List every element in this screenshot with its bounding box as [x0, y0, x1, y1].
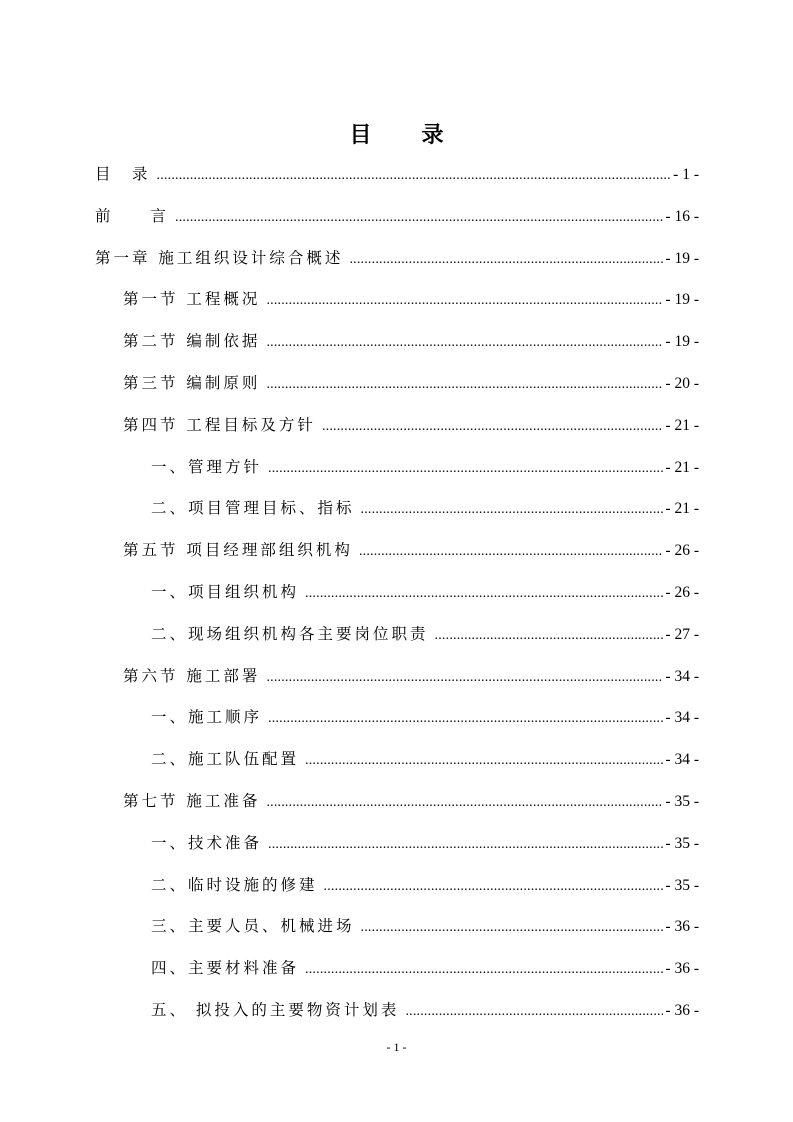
toc-entry[interactable] [95, 998, 699, 1040]
toc-leader-dots [268, 711, 663, 727]
toc-entry[interactable] [95, 287, 699, 329]
toc-entry-page: - 21 - [665, 458, 699, 476]
toc-entry-page: - 34 - [665, 709, 699, 727]
toc-entry-page: - 21 - [665, 416, 699, 434]
toc-entry-page: - 19 - [665, 291, 699, 309]
toc-entry-page: - 21 - [665, 500, 699, 518]
toc-entry-page: - 35 - [665, 792, 699, 810]
toc-entry-label: 一、项目组织机构 [151, 582, 300, 601]
toc-entry[interactable] [95, 580, 699, 622]
toc-leader-dots [361, 502, 664, 518]
toc-entry[interactable] [95, 956, 699, 998]
toc-entry[interactable] [95, 831, 699, 873]
toc-leader-dots [266, 335, 663, 351]
toc-leader-dots [268, 837, 663, 853]
toc-entry[interactable] [95, 371, 699, 413]
toc-entry-label: 二、现场组织机构各主要岗位职责 [151, 624, 429, 643]
toc-entry-label: 二、施工队伍配置 [151, 750, 300, 769]
toc-entry[interactable] [95, 747, 699, 789]
table-of-contents [95, 162, 699, 1040]
toc-entry-page: - 26 - [665, 583, 699, 601]
toc-entry[interactable] [95, 789, 699, 831]
toc-entry[interactable] [95, 664, 699, 706]
toc-leader-dots [361, 920, 664, 936]
toc-entry[interactable] [95, 622, 699, 664]
toc-entry-page: - 35 - [665, 834, 699, 852]
toc-entry-page: - 35 - [665, 876, 699, 894]
toc-entry-label: 四、主要材料准备 [151, 959, 300, 978]
toc-leader-dots [266, 377, 663, 393]
toc-entry-page: - 16 - [665, 207, 699, 225]
toc-entry-label: 二、临时设施的修建 [151, 875, 318, 894]
page-title: 目 录 [349, 122, 458, 148]
toc-entry[interactable] [95, 914, 699, 956]
toc-leader-dots [266, 670, 663, 686]
toc-leader-dots [266, 293, 663, 309]
toc-entry-page: - 36 - [665, 1001, 699, 1019]
toc-leader-dots [349, 252, 663, 268]
page-number-footer: - 1 - [386, 1040, 407, 1054]
toc-entry-label: 五、 拟投入的主要物资计划表 [151, 1000, 400, 1019]
toc-entry[interactable] [95, 705, 699, 747]
toc-entry-page: - 19 - [665, 333, 699, 351]
toc-entry-page: - 34 - [665, 751, 699, 769]
toc-entry-page: - 19 - [665, 249, 699, 267]
toc-entry-label: 第四节 工程目标及方针 [123, 415, 316, 434]
toc-entry-label: 第六节 施工部署 [123, 666, 261, 685]
toc-entry-page: - 34 - [665, 667, 699, 685]
toc-entry-label: 第一节 工程概况 [123, 290, 261, 309]
toc-entry[interactable] [95, 455, 699, 497]
toc-entry-page: - 20 - [665, 374, 699, 392]
toc-entry-page: - 1 - [673, 166, 699, 183]
toc-leader-dots [435, 628, 664, 644]
toc-entry-label: 一、管理方针 [151, 457, 263, 476]
toc-leader-dots [157, 168, 672, 184]
toc-leader-dots [305, 586, 663, 602]
toc-entry-label: 二、项目管理目标、指标 [151, 499, 355, 518]
toc-entry[interactable] [95, 246, 699, 288]
toc-entry-label: 第二节 编制依据 [123, 332, 261, 351]
toc-entry-label: 第七节 施工准备 [123, 791, 261, 810]
toc-entry-label: 目 录 [95, 165, 151, 183]
toc-entry[interactable] [95, 538, 699, 580]
toc-entry[interactable] [95, 873, 699, 915]
toc-leader-dots [359, 544, 663, 560]
toc-entry-label: 第一章 施工组织设计综合概述 [95, 248, 344, 267]
toc-entry[interactable] [95, 413, 699, 455]
toc-entry-label: 第三节 编制原则 [123, 373, 261, 392]
toc-entry-page: - 27 - [665, 625, 699, 643]
toc-entry-page: - 36 - [665, 960, 699, 978]
toc-leader-dots [305, 753, 663, 769]
toc-entry[interactable] [95, 162, 699, 204]
toc-leader-dots [268, 461, 663, 477]
toc-entry-label: 前 言 [95, 206, 170, 225]
toc-entry[interactable] [95, 329, 699, 371]
toc-leader-dots [266, 795, 663, 811]
toc-leader-dots [175, 210, 663, 226]
toc-entry-label: 一、技术准备 [151, 833, 263, 852]
toc-entry-label: 三、主要人员、机械进场 [151, 917, 355, 936]
toc-leader-dots [305, 962, 663, 978]
toc-leader-dots [322, 419, 663, 435]
toc-leader-dots [324, 879, 664, 895]
toc-leader-dots [405, 1004, 663, 1020]
toc-entry-page: - 26 - [665, 542, 699, 560]
toc-entry-page: - 36 - [665, 918, 699, 936]
toc-entry-label: 一、施工顺序 [151, 708, 263, 727]
toc-entry[interactable] [95, 496, 699, 538]
toc-entry[interactable] [95, 204, 699, 246]
toc-entry-label: 第五节 项目经理部组织机构 [123, 541, 353, 560]
